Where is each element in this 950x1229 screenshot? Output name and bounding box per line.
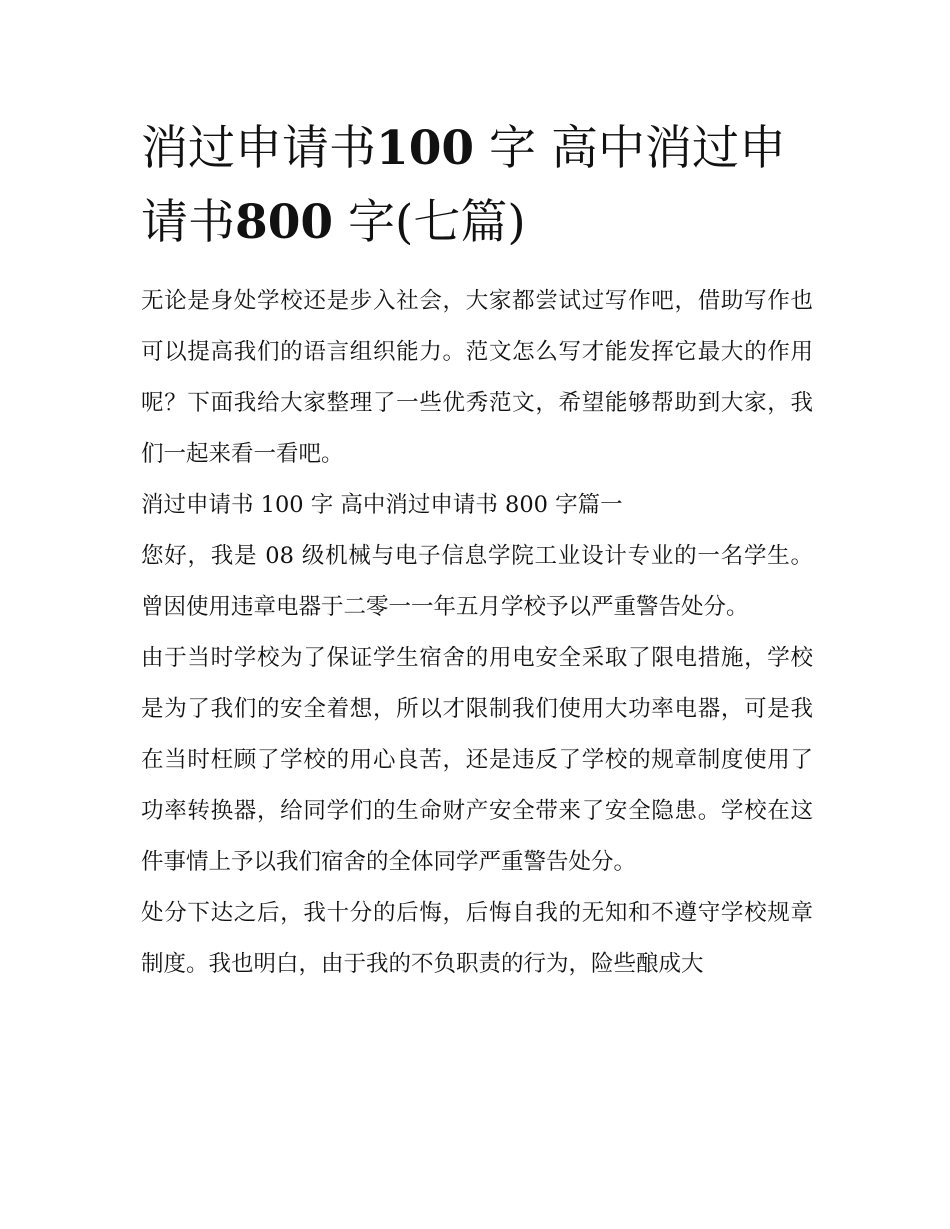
document-content bbox=[141, 112, 813, 990]
body-paragraph: 处分下达之后，我十分的后悔，后悔自我的无知和不遵守学校规章制度。我也明白，由于我的不负职责的行为，险些酿成大 bbox=[141, 900, 813, 977]
document-title bbox=[141, 112, 813, 260]
body-paragraph: 您好，我是 08 级机械与电子信息学院工业设计专业的一名学生。曾因使用违章电器于二零一一年五月学校予以严重警告处分。 bbox=[141, 543, 813, 620]
title-text-1: 消过申请书 bbox=[141, 121, 376, 176]
section-heading: 消过申请书 100 字 高中消过申请书 800 字篇一 bbox=[141, 492, 623, 518]
intro-paragraph: 无论是身处学校还是步入社会，大家都尝试过写作吧，借助写作也可以提高我们的语言组织能力。范文怎么写才能发挥它最大的作用呢？下面我给大家整理了一些优秀范文，希望能够帮助到大家，我们一起来看一看吧。 bbox=[141, 288, 813, 467]
title-number-1: 100 bbox=[376, 121, 475, 176]
title-text-3: 字(七篇) bbox=[333, 195, 526, 250]
document-body bbox=[141, 276, 813, 990]
title-text-2: 字 高中消过申请书 bbox=[141, 121, 786, 250]
body-paragraph: 由于当时学校为了保证学生宿舍的用电安全采取了限电措施，学校是为了我们的安全着想，所以才限制我们使用大功率电器，可是我在当时枉顾了学校的用心良苦，还是违反了学校的规章制度使用了功率转换器，给同学们的生命财产安全带来了安全隐患。学校在这件事情上予以我们宿舍的全体同学严重警告处分。 bbox=[141, 645, 813, 875]
title-number-2: 800 bbox=[235, 195, 334, 250]
